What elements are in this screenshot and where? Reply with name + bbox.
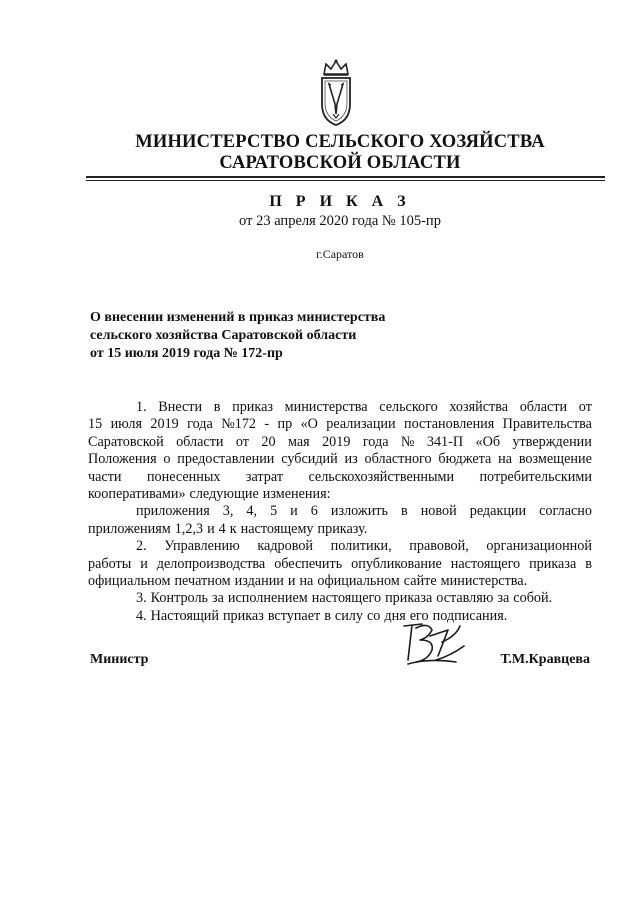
body-line: приложения 3, 4, 5 и 6 изложить в новой редакции согласно xyxy=(136,503,592,520)
paragraph-2 xyxy=(88,538,592,590)
subject-line: О внесении изменений в приказ министерства xyxy=(90,310,386,325)
paragraph-3 xyxy=(88,590,592,607)
signatory-name: Т.М.Кравцева xyxy=(500,652,590,667)
ministry-name-line2: САРАТОВСКОЙ ОБЛАСТИ xyxy=(219,153,461,173)
order-subject xyxy=(90,309,385,363)
header-rule-thick xyxy=(86,176,605,178)
paragraph-4 xyxy=(88,608,592,625)
order-body xyxy=(88,399,592,625)
order-date-number: от 23 апреля 2020 года № 105-пр xyxy=(239,213,441,229)
signatory-position: Министр xyxy=(90,652,149,667)
ministry-name-line1: МИНИСТЕРСТВО СЕЛЬСКОГО ХОЗЯЙСТВА xyxy=(135,132,545,152)
paragraph-1a xyxy=(88,503,592,538)
body-line: 15 июля 2019 года №172 - пр «О реализации постановления Правительства xyxy=(88,416,592,433)
coat-of-arms-icon xyxy=(314,58,358,128)
body-line: кооперативами» следующие изменения: xyxy=(88,486,331,503)
subject-line: сельского хозяйства Саратовской области xyxy=(90,328,357,343)
body-line: 3. Контроль за исполнением настоящего приказа оставляю за собой. xyxy=(136,590,553,607)
body-line: 4. Настоящий приказ вступает в силу со дня его подписания. xyxy=(136,607,508,624)
body-line: части понесенных затрат сельскохозяйственными потребительскими xyxy=(88,468,592,485)
body-line: 1. Внести в приказ министерства сельского хозяйства области от xyxy=(136,399,592,415)
ministry-name xyxy=(60,132,620,174)
header-rule-thin xyxy=(86,180,605,181)
body-line: Положения о предоставлении субсидий из областного бюджета на возмещение xyxy=(88,451,592,468)
order-title: П Р И К А З xyxy=(269,193,411,210)
body-line: работы и делопроизводства обеспечить опубликование настоящего приказа в xyxy=(88,555,592,572)
body-line: приложениям 1,2,3 и 4 к настоящему приказу. xyxy=(88,520,368,537)
subject-line: от 15 июля 2019 года № 172-пр xyxy=(90,346,283,361)
handwritten-signature-icon xyxy=(398,616,470,668)
paragraph-1 xyxy=(88,399,592,503)
body-line: Саратовской области от 20 мая 2019 года № 341-П «Об утверждении xyxy=(88,433,592,450)
body-line: 2. Управлению кадровой политики, правовой, организационной xyxy=(136,538,592,555)
body-line: официальном печатном издании и на официальном сайте министерства. xyxy=(88,573,528,590)
order-city: г.Саратов xyxy=(316,247,364,261)
